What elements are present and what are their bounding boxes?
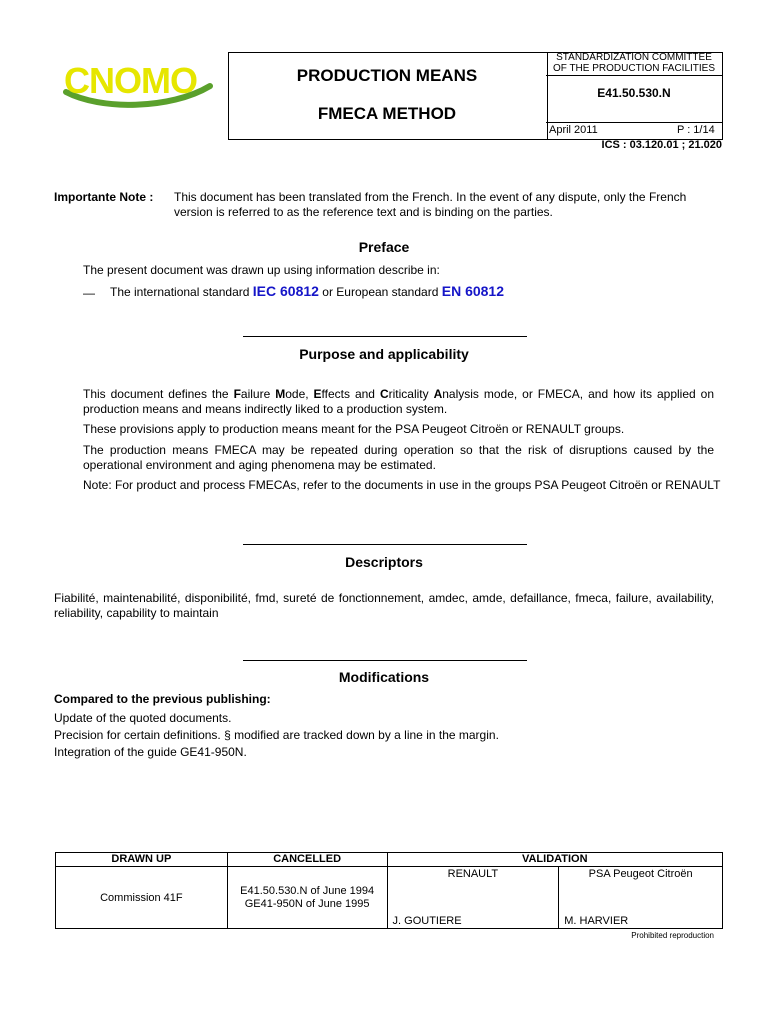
modification-line-1: Update of the quoted documents. xyxy=(54,711,232,725)
header-cancelled: CANCELLED xyxy=(227,853,387,867)
note-label: Importante Note : xyxy=(54,190,154,204)
committee-line-1: STANDARDIZATION COMMITTEE xyxy=(556,52,712,63)
psa-cell xyxy=(559,867,723,929)
preface-intro: The present document was drawn up using information describe in: xyxy=(83,263,440,277)
validation-table xyxy=(55,852,723,929)
en-standard: EN 60812 xyxy=(441,283,505,299)
psa-signer: M. HARVIER xyxy=(564,915,629,927)
cancelled-cell xyxy=(227,867,387,929)
descriptors-text: Fiabilité, maintenabilité, disponibilité, fmd, sureté de fonctionnement, amdec, amde, defaillance, fmeca, failure, availability, reliability, capability to maintain xyxy=(54,591,714,620)
info-divider-2 xyxy=(546,122,722,123)
purpose-paragraph-4: Note: For product and process FMECAs, refer to the documents in use in the groups PSA Peugeot Citroën or RENAULT xyxy=(83,478,721,492)
modifications-subheading: Compared to the previous publishing: xyxy=(54,692,271,706)
separator-2 xyxy=(243,544,527,545)
cancelled-line-2: GE41-950N of June 1995 xyxy=(244,897,370,910)
purpose-paragraph-3: The production means FMECA may be repeated during operation so that the risk of disruptions caused by the operational environment and aging phenomena may be estimated. xyxy=(83,443,714,472)
footer-note: Prohibited reproduction xyxy=(631,931,714,940)
preface-item-mid: or European standard xyxy=(322,285,439,299)
info-divider-1 xyxy=(546,75,722,76)
ics-code: ICS : 03.120.01 ; 21.020 xyxy=(601,139,722,151)
separator-3 xyxy=(243,660,527,661)
iec-standard: IEC 60812 xyxy=(252,283,319,299)
modification-line-2: Precision for certain definitions. § modified are tracked down by a line in the margin. xyxy=(54,728,499,742)
document-code: E41.50.530.N xyxy=(597,86,671,100)
drawn-up-value: Commission 41F xyxy=(100,891,183,904)
document-date: April 2011 xyxy=(549,124,598,136)
cancelled-line-1: E41.50.530.N of June 1994 xyxy=(240,884,375,897)
title-line-1: PRODUCTION MEANS xyxy=(296,66,478,85)
committee-label xyxy=(546,52,722,74)
renault-cell xyxy=(387,867,559,929)
preface-item-prefix: The international standard xyxy=(110,285,250,299)
preface-item xyxy=(110,284,504,300)
page-number: P : 1/14 xyxy=(677,124,715,136)
note-text: This document has been translated from the French. In the event of any dispute, only the French version is referred to as the reference text and is binding on the parties. xyxy=(174,190,687,219)
header-validation: VALIDATION xyxy=(387,853,722,867)
drawn-up-cell xyxy=(56,867,228,929)
separator-1 xyxy=(243,336,527,337)
renault-label: RENAULT xyxy=(447,868,499,880)
preface-heading: Preface xyxy=(358,239,410,255)
purpose-paragraph-2: These provisions apply to production means meant for the PSA Peugeot Citroën or RENAULT groups. xyxy=(83,422,625,436)
modification-line-3: Integration of the guide GE41-950N. xyxy=(54,745,247,759)
modifications-heading: Modifications xyxy=(338,669,430,685)
descriptors-heading: Descriptors xyxy=(345,554,423,570)
logo-text: CNOMO xyxy=(64,60,197,101)
renault-signer: J. GOUTIERE xyxy=(392,915,462,927)
purpose-paragraph-1: This document defines the Failure Mode, Effects and Criticality Analysis mode, or FMECA, and how its applied on production means and means indirectly liked to a production system. xyxy=(83,387,714,416)
psa-label: PSA Peugeot Citroën xyxy=(588,868,693,880)
header-drawn-up: DRAWN UP xyxy=(56,853,228,867)
committee-line-2: OF THE PRODUCTION FACILITIES xyxy=(552,63,716,74)
purpose-heading: Purpose and applicability xyxy=(299,346,469,362)
preface-dash: — xyxy=(83,286,95,300)
title-line-2: FMECA METHOD xyxy=(317,104,457,123)
